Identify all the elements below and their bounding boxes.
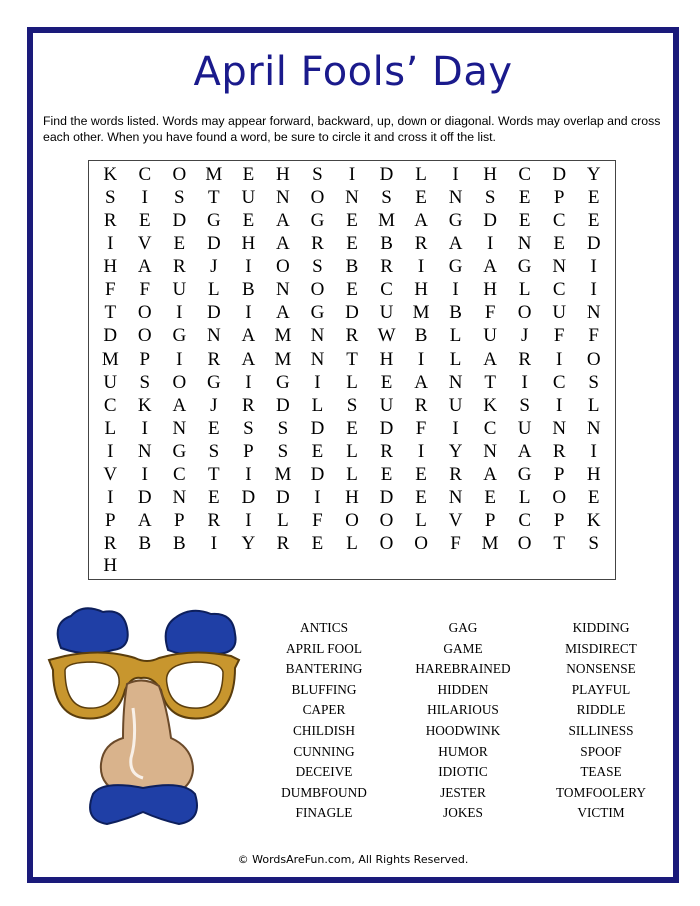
grid-letter: M <box>274 325 292 347</box>
grid-letter: R <box>276 533 290 554</box>
grid-letter: T <box>104 302 117 324</box>
grid-letter: E <box>587 487 600 509</box>
word-list-item: TOMFOOLERY <box>556 784 646 800</box>
grid-letter: T <box>484 371 496 393</box>
grid-letter: S <box>243 417 254 439</box>
grid-letter: H <box>414 279 428 301</box>
grid-letter: L <box>449 325 462 347</box>
grid-letter: D <box>310 417 325 439</box>
grid-letter: L <box>346 441 358 463</box>
grid-letter: N <box>586 417 601 439</box>
word-list-item: SILLINESS <box>568 722 634 738</box>
grid-letter: H <box>345 487 359 509</box>
grid-letter: O <box>552 487 567 509</box>
grid-letter: E <box>553 232 565 254</box>
grid-letter: C <box>518 510 531 532</box>
grid-letter: V <box>103 464 118 486</box>
grid-letter: U <box>241 186 256 208</box>
grid-letter: A <box>448 232 463 254</box>
grid-letter: A <box>172 394 187 416</box>
grid-letter: E <box>346 209 358 231</box>
grid-letter: D <box>483 209 497 231</box>
grid-letter: H <box>483 279 497 301</box>
grid-letter: N <box>552 256 567 278</box>
grid-letter: L <box>587 394 600 416</box>
grid-letter: P <box>553 464 565 486</box>
grid-letter: I <box>107 441 114 463</box>
grid-letter: U <box>379 394 394 416</box>
word-list-item: RIDDLE <box>576 702 626 718</box>
grid-letter: A <box>483 348 497 370</box>
grid-letter: A <box>483 464 497 486</box>
grid-letter: E <box>311 533 324 554</box>
grid-letter: D <box>586 232 601 254</box>
word-list-item: VICTIM <box>577 805 625 821</box>
grid-letter: I <box>590 256 597 278</box>
grid-letter: I <box>245 256 252 278</box>
grid-letter: A <box>241 348 256 370</box>
grid-letter: S <box>208 441 220 463</box>
grid-letter: L <box>277 510 289 532</box>
grid-letter: I <box>107 487 114 509</box>
grid-letter: D <box>552 163 567 185</box>
word-list-item: NONSENSE <box>566 661 636 677</box>
grid-letter: C <box>552 279 566 301</box>
grid-letter: E <box>380 464 393 486</box>
grid-letter: T <box>208 186 220 208</box>
grid-letter: I <box>141 186 148 208</box>
grid-letter: D <box>206 302 221 324</box>
grid-letter: H <box>276 163 290 185</box>
grid-letter: O <box>379 533 394 554</box>
grid-letter: M <box>205 163 223 185</box>
word-list-column-3 <box>526 618 676 824</box>
grid-letter: K <box>137 394 152 416</box>
grid-letter: F <box>312 510 323 532</box>
grid-letter: L <box>104 417 117 439</box>
grid-letter: R <box>414 232 428 254</box>
grid-letter: F <box>104 279 116 301</box>
grid-letter: K <box>483 394 497 416</box>
grid-letter: H <box>103 256 118 278</box>
grid-letter: I <box>417 256 425 278</box>
grid-letter: V <box>137 232 152 254</box>
grid-letter: S <box>277 417 289 439</box>
grid-letter: L <box>415 510 427 532</box>
grid-letter: O <box>137 302 152 324</box>
word-list-item: BANTERING <box>285 661 363 677</box>
grid-letter: N <box>517 232 532 254</box>
grid-letter: O <box>137 325 152 347</box>
grid-letter: I <box>210 533 218 554</box>
grid-letter: O <box>517 302 532 324</box>
word-list-item: CAPER <box>302 702 346 718</box>
grid-letter: D <box>379 163 394 185</box>
grid-letter: G <box>172 325 187 347</box>
word-list-item: SPOOF <box>580 743 622 759</box>
grid-letter: M <box>378 209 395 231</box>
grid-letter: K <box>586 510 601 532</box>
grid-letter: R <box>103 533 117 554</box>
grid-letter: U <box>552 302 567 324</box>
grid-letter: M <box>481 533 499 554</box>
grid-letter: A <box>137 510 152 532</box>
grid-letter: P <box>174 510 185 532</box>
grid-letter: S <box>588 533 599 554</box>
word-list-item: CUNNING <box>293 743 355 759</box>
grid-letter: I <box>417 348 425 370</box>
grid-letter: E <box>242 163 255 185</box>
grid-letter: N <box>137 441 152 463</box>
grid-letter: B <box>172 533 186 554</box>
grid-letter: C <box>552 371 566 393</box>
grid-letter: I <box>107 232 114 254</box>
grid-letter: A <box>414 371 428 393</box>
grid-letter: R <box>518 348 531 370</box>
grid-letter: E <box>138 209 151 231</box>
grid-letter: E <box>346 279 358 301</box>
grid-letter: D <box>276 394 290 416</box>
grid-letter: B <box>380 232 393 254</box>
word-list-item: DUMBFOUND <box>281 784 367 800</box>
instructions: Find the words listed. Words may appear forward, backward, up, down or diagonal. Words may overlap and cross each other. When you have found a word, be sure to circle it and cross it off the list. <box>43 114 661 144</box>
grid-letter: A <box>276 209 290 231</box>
grid-letter: I <box>417 441 425 463</box>
grid-letter: L <box>518 487 531 509</box>
grid-letter: I <box>521 371 528 393</box>
grid-letter: E <box>173 232 186 254</box>
grid-letter: S <box>381 186 392 208</box>
grid-letter: P <box>553 510 565 532</box>
grid-letter: F <box>553 325 565 347</box>
grid-letter: J <box>210 256 218 278</box>
grid-letter: U <box>483 325 497 347</box>
word-list-item: IDIOTIC <box>438 764 488 780</box>
grid-letter: I <box>141 464 148 486</box>
grid-letter: N <box>206 325 221 347</box>
grid-letter: R <box>345 325 359 347</box>
grid-letter: F <box>450 533 461 554</box>
grid-letter: I <box>245 464 252 486</box>
grid-letter: E <box>346 232 358 254</box>
grid-letter: N <box>172 417 187 439</box>
grid-letter: P <box>104 510 116 532</box>
grid-letter: Y <box>448 441 463 463</box>
grid-letter: B <box>449 302 462 324</box>
grid-letter: I <box>314 371 321 393</box>
grid-letter: E <box>484 487 496 509</box>
grid-letter: G <box>276 371 290 393</box>
copyright-footer: © WordsAreFun.com, All Rights Reserved. <box>237 853 469 866</box>
grid-letter: C <box>552 209 566 231</box>
grid-letter: J <box>520 325 529 347</box>
grid-letter: N <box>448 487 463 509</box>
grid-letter: D <box>206 232 221 254</box>
grid-letter: N <box>448 186 463 208</box>
grid-letter: R <box>172 256 186 278</box>
grid-letter: R <box>380 256 393 278</box>
grid-letter: A <box>276 302 290 324</box>
grid-letter: S <box>312 163 323 185</box>
word-search-grid <box>88 160 616 580</box>
word-list-item: PLAYFUL <box>571 681 631 697</box>
grid-letter: I <box>486 232 494 254</box>
grid-letter: R <box>242 394 255 416</box>
grid-letter: E <box>208 417 220 439</box>
grid-letter: C <box>518 163 531 185</box>
grid-letter: U <box>517 417 532 439</box>
grid-letter: I <box>556 348 563 370</box>
grid-letter: D <box>379 417 394 439</box>
grid-letter: W <box>377 325 396 347</box>
word-list-item: MISDIRECT <box>565 640 637 656</box>
grid-letter: B <box>138 533 152 554</box>
grid-letter: I <box>176 348 183 370</box>
grid-letter: N <box>276 186 290 208</box>
grid-letter: A <box>276 232 290 254</box>
grid-letter: I <box>590 441 597 463</box>
grid-letter: B <box>242 279 255 301</box>
grid-letter: I <box>556 394 563 416</box>
grid-letter: A <box>137 256 152 278</box>
grid-letter: R <box>103 209 117 231</box>
grid-letter: L <box>346 464 358 486</box>
grid-letter: R <box>552 441 566 463</box>
grid-letter: T <box>346 348 358 370</box>
grid-letter: G <box>448 256 463 278</box>
grid-letter: N <box>483 441 497 463</box>
grid-letter: A <box>483 256 497 278</box>
grid-letter: R <box>311 232 324 254</box>
grid-letter: G <box>448 209 463 231</box>
grid-letter: P <box>243 441 254 463</box>
grid-letter: G <box>206 209 221 231</box>
grid-letter: O <box>345 510 359 532</box>
grid-letter: H <box>379 348 394 370</box>
grid-letter: G <box>172 441 187 463</box>
word-list-item: HAREBRAINED <box>415 661 511 677</box>
grid-letter: H <box>241 232 256 254</box>
grid-letter: E <box>380 371 393 393</box>
grid-letter: E <box>518 186 531 208</box>
grid-letter: F <box>588 325 599 347</box>
grid-letter: M <box>101 348 119 370</box>
grid-letter: I <box>245 510 252 532</box>
grid-letter: R <box>380 441 393 463</box>
word-list-column-2 <box>388 618 538 824</box>
word-list-column-1 <box>249 618 399 824</box>
word-list-item: ANTICS <box>299 620 349 635</box>
grid-letter: T <box>553 533 565 554</box>
grid-letter: H <box>103 555 118 576</box>
grid-letter: I <box>314 487 321 509</box>
grid-letter: G <box>206 371 221 393</box>
grid-letter: H <box>483 163 497 185</box>
grid-letter: M <box>412 302 430 324</box>
grid-letter: A <box>517 441 532 463</box>
grid-letter: M <box>274 464 292 486</box>
grid-letter: H <box>586 464 601 486</box>
grid-letter: O <box>310 279 325 301</box>
grid-letter: S <box>346 394 358 416</box>
grid-letter: D <box>241 487 256 509</box>
word-list-item: FINAGLE <box>295 805 353 821</box>
grid-letter: E <box>587 209 600 231</box>
grid-letter: C <box>138 163 152 185</box>
page-title: April Fools’ Day <box>193 49 513 95</box>
grid-letter: S <box>484 186 496 208</box>
grid-letter: U <box>379 302 394 324</box>
grid-letter: I <box>452 417 459 439</box>
grid-letter: R <box>414 394 428 416</box>
grid-letter: L <box>518 279 531 301</box>
grid-letter: U <box>172 279 187 301</box>
word-list-item: KIDDING <box>572 620 630 635</box>
word-list-item: JOKES <box>443 805 483 821</box>
grid-letter: L <box>346 533 358 554</box>
grid-letter: E <box>415 487 427 509</box>
grid-letter: N <box>448 371 463 393</box>
grid-letter: E <box>311 441 324 463</box>
grid-letter: O <box>414 533 428 554</box>
grid-letter: I <box>590 279 597 301</box>
grid-letter: A <box>241 325 256 347</box>
grid-letter: Y <box>241 533 256 554</box>
grid-letter: G <box>517 464 532 486</box>
grid-letter: N <box>345 186 359 208</box>
word-list-item: CHILDISH <box>292 722 356 738</box>
grid-letter: C <box>172 464 186 486</box>
grid-letter: L <box>346 371 358 393</box>
grid-letter: O <box>310 186 325 208</box>
grid-letter: A <box>414 209 428 231</box>
grid-letter: B <box>345 256 359 278</box>
grid-letter: D <box>310 464 325 486</box>
grid-letter: G <box>517 256 532 278</box>
grid-letter: D <box>345 302 359 324</box>
grid-letter: I <box>452 163 459 185</box>
grid-letter: E <box>415 186 427 208</box>
grid-letter: F <box>484 302 496 324</box>
grid-letter: U <box>448 394 463 416</box>
grid-letter: V <box>448 510 463 532</box>
grid-letter: O <box>586 348 601 370</box>
grid-letter: P <box>139 348 151 370</box>
grid-letter: O <box>379 510 394 532</box>
grid-letter: R <box>207 348 221 370</box>
grid-letter: O <box>172 163 187 185</box>
grid-letter: R <box>449 464 462 486</box>
grid-letter: N <box>310 325 325 347</box>
page-frame <box>27 27 679 883</box>
grid-letter: C <box>483 417 497 439</box>
word-list-item: HIDDEN <box>437 681 489 697</box>
grid-letter: N <box>276 279 290 301</box>
grid-letter: D <box>103 325 118 347</box>
grid-letter: E <box>208 487 220 509</box>
grid-letter: E <box>415 464 427 486</box>
grid-letter: F <box>415 417 427 439</box>
grid-letter: I <box>245 302 252 324</box>
grid-letter: O <box>172 371 187 393</box>
word-list-item: TEASE <box>580 764 622 780</box>
grid-letter: P <box>484 510 496 532</box>
word-list-item: APRIL FOOL <box>286 640 362 656</box>
word-list-item: BLUFFING <box>291 681 357 697</box>
word-list-item: HILARIOUS <box>427 702 499 718</box>
grid-letter: N <box>586 302 601 324</box>
grid-letter: I <box>141 417 148 439</box>
grid-letter: R <box>207 510 221 532</box>
grid-letter: S <box>174 186 185 208</box>
grid-letter: N <box>552 417 567 439</box>
grid-letter: Y <box>586 163 601 185</box>
grid-letter: M <box>274 348 292 370</box>
word-list-item: HUMOR <box>438 743 488 759</box>
grid-letter: L <box>208 279 220 301</box>
grid-letter: D <box>276 487 290 509</box>
grid-letter: S <box>139 371 151 393</box>
grid-letter: S <box>104 186 116 208</box>
grid-letter: S <box>519 394 530 416</box>
grid-letter: G <box>310 302 325 324</box>
grid-letter: E <box>346 417 358 439</box>
grid-letter: F <box>139 279 151 301</box>
grid-letter: K <box>103 163 118 185</box>
grid-letter: C <box>380 279 393 301</box>
grid-letter: L <box>311 394 324 416</box>
grid-letter: S <box>312 256 323 278</box>
grid-letter: B <box>414 325 428 347</box>
word-list-item: GAME <box>443 640 483 656</box>
grid-letter: I <box>245 371 252 393</box>
word-list-item: JESTER <box>440 784 486 800</box>
grid-letter: E <box>242 209 255 231</box>
grid-letter: O <box>517 533 532 554</box>
grid-letter: N <box>310 348 325 370</box>
grid-letter: D <box>379 487 394 509</box>
grid-letter: N <box>172 487 187 509</box>
grid-letter: J <box>210 394 218 416</box>
grid-letter: C <box>103 394 117 416</box>
grid-letter: S <box>588 371 599 393</box>
grid-letter: D <box>172 209 187 231</box>
groucho-glasses-disguise-icon <box>43 598 243 848</box>
grid-letter: T <box>208 464 220 486</box>
grid-letter: O <box>276 256 290 278</box>
word-list-item: HOODWINK <box>425 722 501 738</box>
word-list-item: DECEIVE <box>295 764 353 780</box>
word-list-item: GAG <box>448 620 478 635</box>
grid-letter: G <box>310 209 325 231</box>
grid-letter: E <box>518 209 531 231</box>
grid-letter: L <box>449 348 462 370</box>
grid-letter: S <box>277 441 289 463</box>
grid-letter: D <box>137 487 152 509</box>
grid-letter: L <box>415 163 427 185</box>
grid-letter: U <box>103 371 118 393</box>
grid-letter: I <box>452 279 459 301</box>
grid-letter: P <box>553 186 565 208</box>
grid-letter: E <box>587 186 600 208</box>
grid-letter: I <box>176 302 183 324</box>
grid-letter: I <box>348 163 356 185</box>
